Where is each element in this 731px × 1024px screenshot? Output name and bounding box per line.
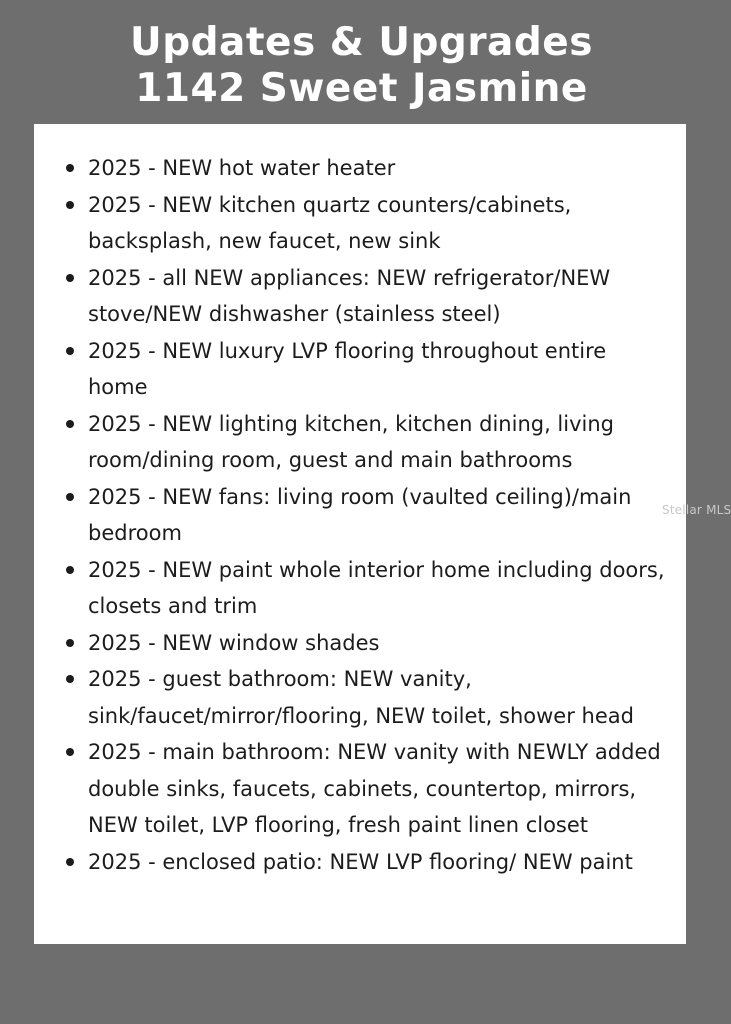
list-item bbox=[88, 479, 686, 552]
list-item-text: 2025 - main bathroom: NEW vanity with NEWLY added double sinks, faucets, cabinets, countertop, mirrors, NEW toilet, LVP flooring, fresh paint linen closet bbox=[88, 740, 661, 837]
list-item bbox=[88, 187, 686, 260]
bullet-icon bbox=[66, 675, 74, 683]
bullet-icon bbox=[66, 493, 74, 501]
list-item bbox=[88, 734, 686, 844]
bullet-icon bbox=[66, 347, 74, 355]
list-item-text: 2025 - NEW hot water heater bbox=[88, 156, 396, 180]
list-item bbox=[88, 844, 686, 881]
list-item bbox=[88, 260, 686, 333]
bullet-icon bbox=[66, 201, 74, 209]
updates-card bbox=[34, 124, 686, 944]
list-item-text: 2025 - enclosed patio: NEW LVP flooring/ NEW paint bbox=[88, 849, 633, 874]
bullet-icon bbox=[66, 639, 74, 647]
title-line-1: Updates & Upgrades bbox=[130, 20, 593, 65]
list-item bbox=[88, 552, 686, 625]
list-item bbox=[88, 625, 686, 662]
updates-list bbox=[34, 150, 686, 880]
list-item-text: 2025 - NEW fans: living room (vaulted ceiling)/main bedroom bbox=[88, 484, 632, 545]
bullet-icon bbox=[66, 164, 74, 172]
bullet-icon bbox=[66, 566, 74, 574]
bullet-icon bbox=[66, 748, 74, 756]
bullet-icon bbox=[66, 274, 74, 282]
list-item bbox=[88, 333, 686, 406]
mls-watermark: Stellar MLS bbox=[662, 503, 731, 517]
bullet-icon bbox=[66, 420, 74, 428]
title-line-2: 1142 Sweet Jasmine bbox=[135, 66, 588, 111]
bullet-icon bbox=[66, 858, 74, 866]
list-item-text: 2025 - guest bathroom: NEW vanity, sink/faucet/mirror/flooring, NEW toilet, shower head bbox=[88, 667, 634, 728]
list-item-text: 2025 - NEW lighting kitchen, kitchen dining, living room/dining room, guest and main bathrooms bbox=[88, 411, 615, 472]
list-item-text: 2025 - all NEW appliances: NEW refrigerator/NEW stove/NEW dishwasher (stainless steel) bbox=[88, 265, 611, 326]
list-item bbox=[88, 661, 686, 734]
list-item-text: 2025 - NEW window shades bbox=[88, 630, 380, 655]
page-title bbox=[0, 20, 723, 112]
list-item-text: 2025 - NEW kitchen quartz counters/cabinets, backsplash, new faucet, new sink bbox=[88, 192, 572, 253]
list-item bbox=[88, 406, 686, 479]
list-item-text: 2025 - NEW luxury LVP flooring throughout entire home bbox=[88, 338, 607, 399]
list-item bbox=[88, 150, 686, 187]
list-item-text: 2025 - NEW paint whole interior home including doors, closets and trim bbox=[88, 557, 665, 618]
